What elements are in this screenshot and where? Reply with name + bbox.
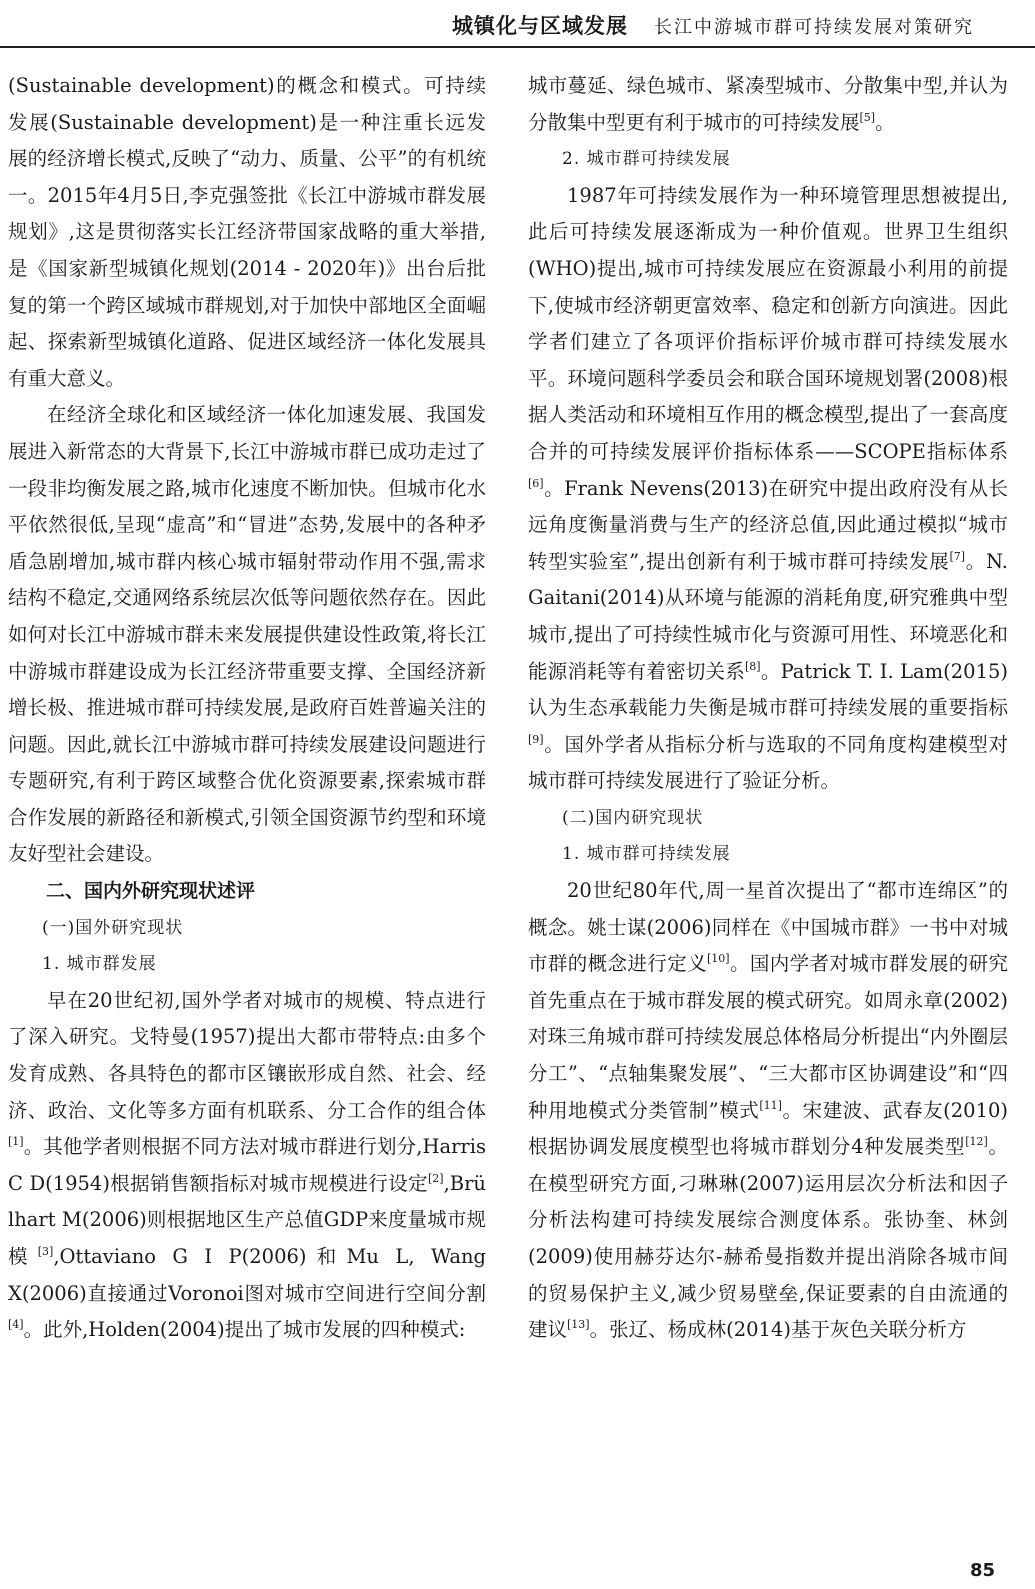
text-run: 早在20世纪初,国外学者对城市的规模、特点进行了深入研究。戈特曼(1957)提出大都市带特点:由多个发育成熟、各具特色的都市区镶嵌形成自然、社会、经济、政治、文化等多方面有机联系、分工合作的组合体 <box>8 988 486 1122</box>
subsubsection-heading: 1. 城市群发展 <box>42 954 157 975</box>
text-run: 20世纪80年代,周一星首次提出了“都市连绵区”的概念。姚士谋(2006)同样在《中国城市群》一书中对城市群的概念进行定义 <box>528 879 1008 976</box>
header-article-title: 长江中游城市群可持续发展对策研究 <box>654 17 974 38</box>
page-number: 85 <box>969 1560 995 1581</box>
text-run: 。N. Gaitani(2014)从环境与能源的消耗角度,研究雅典中型城市,提出了可持续性城市化与资源可用性、环境恶化和能源消耗等有着密切关系 <box>528 549 1008 683</box>
paragraph <box>528 178 1008 800</box>
text-run: ,Brü lhart M(2006)则根据地区生产总值GDP来度量城市规模 <box>8 1171 486 1268</box>
text-run: 。Frank Nevens(2013)在研究中提出政府没有从长远角度衡量消费与生产的经济总值,因此通过模拟“城市转型实验室”,提出创新有利于城市群可持续发展 <box>528 476 1008 573</box>
text-run: 。Patrick T. I. Lam(2015)认为生态承载能力失衡是城市群可持续发展的重要指标 <box>528 659 1008 720</box>
citation-ref: [7] <box>949 549 966 563</box>
text-run: 。此外,Holden(2004)提出了城市发展的四种模式: <box>23 1318 466 1342</box>
paragraph <box>528 873 1008 1349</box>
text-run: 。张辽、杨成林(2014)基于灰色关联分析方 <box>589 1318 967 1342</box>
citation-ref: [5] <box>859 110 876 124</box>
text-run: ,Ottaviano G I P(2006)和Mu L, Wang X(2006)直接通过Voronoi图对城市空间进行空间分割 <box>8 1245 486 1305</box>
paragraph: 在经济全球化和区域经济一体化加速发展、我国发展进入新常态的大背景下,长江中游城市群已成功走过了一段非均衡发展之路,城市化速度不断加快。但城市化水平依然很低,呈现“虚高”和“冒进”态势,发展中的各种矛盾急剧增加,城市群内核心城市辐射带动作用不强,需求结构不稳定,交通网络系统层次低等问题依然存在。因此如何对长江中游城市群未来发展提供建设性政策,将长江中游城市群建设成为长江经济带重要支撑、全国经济新增长极、推进城市群可持续发展,是政府百姓普遍关注的问题。因此,就长江中游城市群可持续发展建设问题进行专题研究,有利于跨区域整合优化资源要素,探索城市群合作发展的新路径和新模式,引领全国资源节约型和环境友好型社会建设。 <box>8 403 486 866</box>
text-run: 。 <box>875 110 895 134</box>
citation-ref: [2] <box>427 1171 444 1185</box>
citation-ref: [6] <box>528 476 544 490</box>
section-heading: 二、国内外研究现状述评 <box>46 880 256 903</box>
text-run: 。国外学者从指标分析与选取的不同角度构建模型对城市群可持续发展进行了验证分析。 <box>528 732 1008 793</box>
subsubsection-heading: 1. 城市群可持续发展 <box>562 844 731 865</box>
citation-ref: [10] <box>706 952 730 966</box>
citation-ref: [12] <box>965 1135 988 1149</box>
subsubsection-heading: 2. 城市群可持续发展 <box>562 149 731 170</box>
text-run: 1987年可持续发展作为一种环境管理思想被提出,此后可持续发展逐渐成为一种价值观。世界卫生组织(WHO)提出,城市可持续发展应在资源最小利用的前提下,使城市经济朝更富效率、稳定和创新方向演进。因此学者们建立了各项评价指标评价城市群可持续发展水平。环境问题科学委员会和联合国环境规划署(2008)根据人类活动和环境相互作用的概念模型,提出了一套高度合并的可持续发展评价指标体系——SCOPE指标体系 <box>528 183 1008 463</box>
citation-ref: [9] <box>528 732 544 746</box>
citation-ref: [3] <box>37 1245 54 1258</box>
text-run: 。国内学者对城市群发展的研究首先重点在于城市群发展的模式研究。如周永章(2002)对珠三角城市群可持续发展总体格局分析提出“内外圈层分工”、“点轴集聚发展”、“三大都市区协调建设”和“四种用地模式分类管制”模式 <box>528 952 1008 1122</box>
text-run: 。在模型研究方面,刁琳琳(2007)运用层次分析法和因子分析法构建可持续发展综合测度体系。张协奎、林剑(2009)使用赫芬达尔-赫希曼指数并提出消除各城市间的贸易保护主义,减少贸易壁垒,保证要素的自由流通的建议 <box>528 1135 1008 1342</box>
header-section-title: 城镇化与区域发展 <box>452 14 628 38</box>
left-column <box>8 68 486 1349</box>
paragraph <box>528 68 1008 141</box>
text-run: 。其他学者则根据不同方法对城市群进行划分,Harris C D(1954)根据销售额指标对城市规模进行设定 <box>8 1135 486 1195</box>
paragraph <box>8 983 486 1349</box>
right-column <box>528 68 1008 1349</box>
citation-ref: [8] <box>745 659 761 673</box>
citation-ref: [11] <box>759 1098 782 1112</box>
text-run: 。宋建波、武春友(2010)根据协调发展度模型也将城市群划分4种发展类型 <box>528 1098 1008 1159</box>
subsection-heading: (一)国外研究现状 <box>42 917 184 938</box>
running-header <box>0 0 1035 48</box>
citation-ref: [13] <box>567 1318 590 1332</box>
subsection-heading: (二)国内研究现状 <box>562 807 704 828</box>
citation-ref: [1] <box>8 1135 24 1149</box>
text-run: 城市蔓延、绿色城市、紧凑型城市、分散集中型,并认为分散集中型更有利于城市的可持续发展 <box>528 74 1008 134</box>
citation-ref: [4] <box>8 1318 24 1332</box>
paragraph: (Sustainable development)的概念和模式。可持续发展(Sustainable development)是一种注重长远发展的经济增长模式,反映了“动力、质量、公平”的有机统一。2015年4月5日,李克强签批《长江中游城市群发展规划》,这是贯彻落实长江经济带国家战略的重大举措,是《国家新型城镇化规划(2014 - 2020年)》出台后批复的第一个跨区域城市群规划,对于加快中部地区全面崛起、探索新型城镇化道路、促进区域经济一体化发展具有重大意义。 <box>8 74 486 390</box>
